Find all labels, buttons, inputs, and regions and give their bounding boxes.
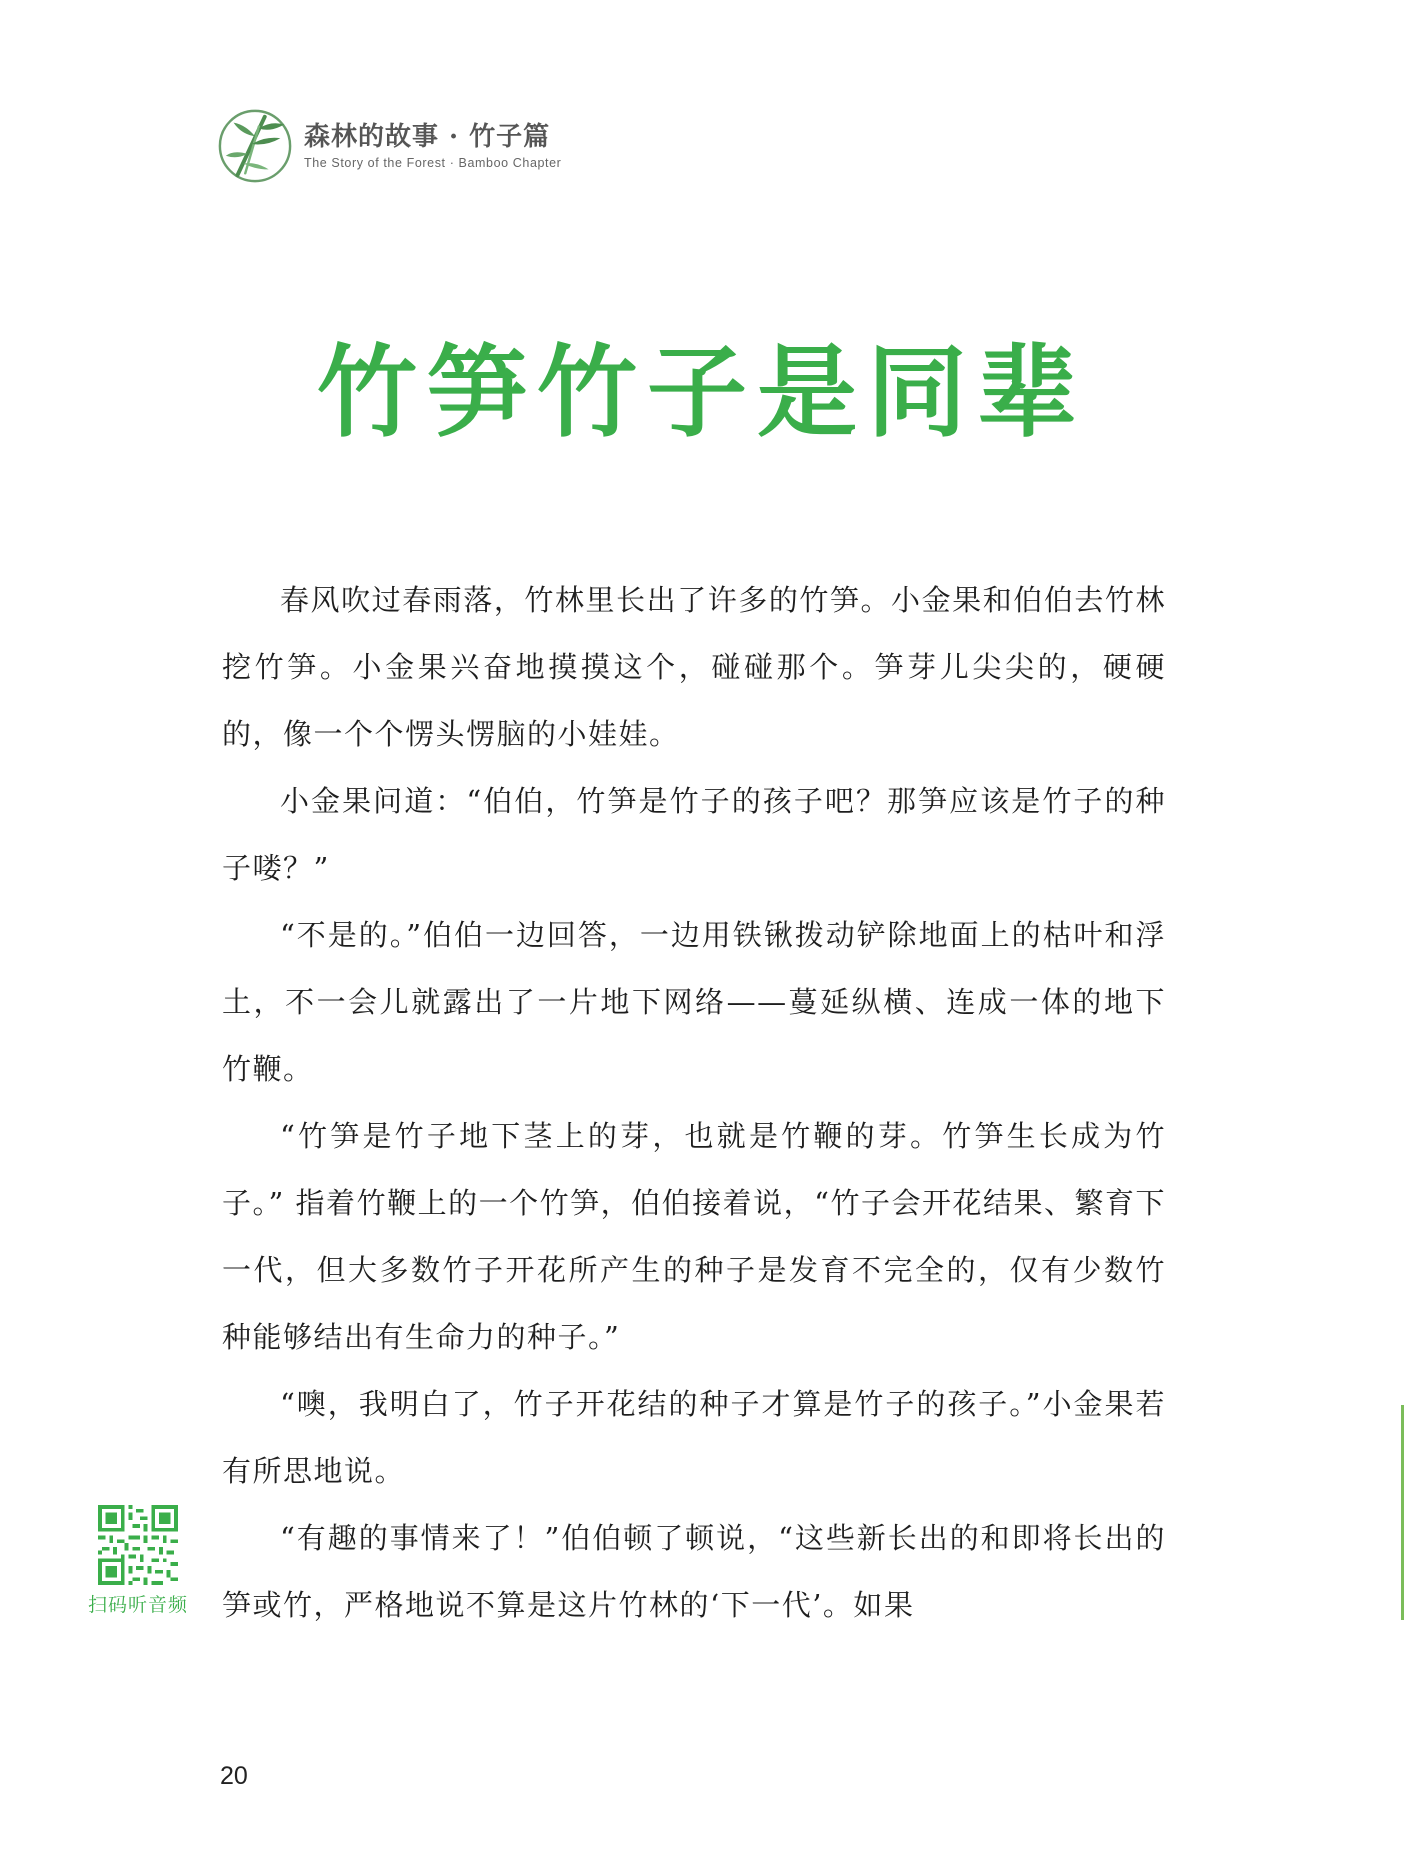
paragraph: “噢，我明白了，竹子开花结的种子才算是竹子的孩子。”小金果若有所思地说。 (222, 1387, 1166, 1488)
paragraph: 小金果问道：“伯伯，竹笋是竹子的孩子吧？那笋应该是竹子的种子喽？” (222, 784, 1166, 885)
series-title: 森林的故事 · 竹子篇 (304, 122, 551, 152)
running-header (216, 106, 561, 186)
series-subtitle: The Story of the Forest · Bamboo Chapter (304, 156, 562, 170)
page-number: 20 (220, 1762, 248, 1790)
paragraph: 春风吹过春雨落，竹林里长出了许多的竹笋。小金果和伯伯去竹林挖竹笋。小金果兴奋地摸摸这个，碰碰那个。笋芽儿尖尖的，硬硬的，像一个个愣头愣脑的小娃娃。 (222, 583, 1166, 751)
qr-code-icon[interactable] (98, 1505, 178, 1585)
story-body (222, 567, 1166, 1639)
bamboo-logo-icon (216, 107, 294, 185)
paragraph: “竹笋是竹子地下茎上的芽，也就是竹鞭的芽。竹笋生长成为竹子。” 指着竹鞭上的一个竹笋，伯伯接着说，“竹子会开花结果、繁育下一代，但大多数竹子开花所产生的种子是发育不完全的，仅有少数竹种能够结出有生命力的种子。” (222, 1119, 1166, 1354)
paragraph: “不是的。”伯伯一边回答，一边用铁锹拨动铲除地面上的枯叶和浮土，不一会儿就露出了一片地下网络——蔓延纵横、连成一体的地下竹鞭。 (222, 918, 1166, 1086)
chapter-title: 竹笋竹子是同辈 (317, 334, 1087, 451)
qr-caption: 扫码听音频 (87, 1594, 188, 1616)
paragraph: “有趣的事情来了！”伯伯顿了顿说，“这些新长出的和即将长出的笋或竹，严格地说不算是这片竹林的‘下一代’。如果 (222, 1521, 1166, 1622)
